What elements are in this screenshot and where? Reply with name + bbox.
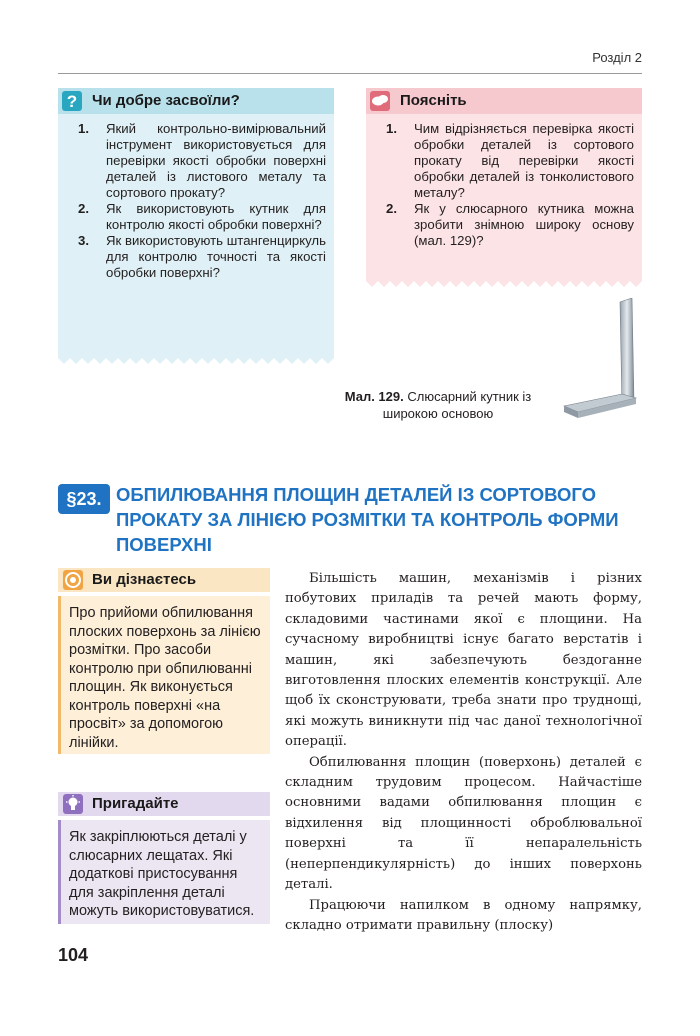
quiz-item: 2. Як використовують кутник для контролю якості обробки поверхні? xyxy=(78,201,326,232)
quiz-item: 1. Чим відрізняється перевірка якості обробки деталей із сортового прокату від перевірки якості обробки деталей із тонколистового металу? xyxy=(386,121,634,200)
quiz-item: 2. Як у слюсарного кутника можна зробити знімною широку основу (мал. 129)? xyxy=(386,201,634,248)
section-title: ОБПИЛЮВАННЯ ПЛОЩИН ДЕТАЛЕЙ ІЗ СОРТОВОГО ПРОКАТУ ЗА ЛІНІЄЮ РОЗМІТКИ ТА КОНТРОЛЬ ФОРМИ ПОВЕРХНІ xyxy=(116,484,619,555)
section-number: §23. xyxy=(58,484,110,514)
zigzag-edge xyxy=(58,356,334,364)
quiz-box-title: Чи добре засвоїли? xyxy=(92,92,240,109)
remember-box-header xyxy=(58,792,270,816)
zigzag-edge xyxy=(366,279,642,287)
learn-box-title: Ви дізнаєтесь xyxy=(92,571,197,588)
paragraph: Працюючи напилком в одному напрямку, складно отримати правильну (плоску) xyxy=(285,897,642,933)
quiz-box-explain xyxy=(366,88,642,281)
remember-box-title: Пригадайте xyxy=(92,795,179,812)
learn-box-header xyxy=(58,568,270,592)
figure-caption-text: Слюсарний кутник із широкою основою xyxy=(382,389,532,421)
quiz-list xyxy=(58,121,334,281)
header-divider xyxy=(58,73,642,74)
figure-caption xyxy=(318,388,558,422)
lightbulb-icon xyxy=(63,794,83,814)
chapter-label: Розділ 2 xyxy=(592,50,642,65)
speech-bubble-icon xyxy=(370,91,390,111)
svg-text:?: ? xyxy=(66,92,78,111)
learn-box-text: Про прийоми обпилювання плоских поверхонь за лінією розмітки. Про засоби контролю при обпилюванні площин. Як виконується контроль поверхні «на просвіт» за допомогою лінійки. xyxy=(58,596,270,754)
quiz-box-header xyxy=(366,88,642,114)
page-number: 104 xyxy=(58,945,89,965)
paragraph: Обпилювання площин (поверхонь) деталей є складним трудовим процесом. Найчастіше основними вадами обпилювання площин є відхилення від площинності оброблювальної поверхні та її непаралельність (неперпендикулярність) до інших поверхонь деталі. xyxy=(285,754,642,893)
quiz-box-title: Поясніть xyxy=(400,92,467,109)
question-icon xyxy=(62,91,82,111)
quiz-item: 1. Який контрольно-вимірювальний інструмент використовується для перевірки якості обробки поверхні деталей із листового металу та сортового прокату? xyxy=(78,121,326,200)
quiz-box-check-understanding xyxy=(58,88,334,358)
target-icon xyxy=(63,570,83,590)
quiz-item: 3. Як використовують штангенциркуль для контролю точності та якості обробки поверхні? xyxy=(78,233,326,280)
quiz-list xyxy=(366,121,642,249)
remember-box-text: Як закріплюються деталі у слюсарних лещатах. Які додаткові пристосування для закріплення деталі можуть використовуватися. xyxy=(58,820,270,924)
locksmith-square-illustration xyxy=(560,298,640,422)
figure-label: Мал. 129. xyxy=(344,389,404,404)
paragraph: Більшість машин, механізмів і різних побутових приладів та речей мають форму, складовими частинами якої є площини. На сучасному виробництві існує багато верстатів і машин, які забезпечують бездоганне виготовлення плоских елементів конструкції. Але щоб їх сконструювати, треба знати про труднощі, які можуть виникнути під час даної технологічної операції. xyxy=(285,571,642,750)
main-text xyxy=(285,569,642,936)
quiz-box-header xyxy=(58,88,334,114)
